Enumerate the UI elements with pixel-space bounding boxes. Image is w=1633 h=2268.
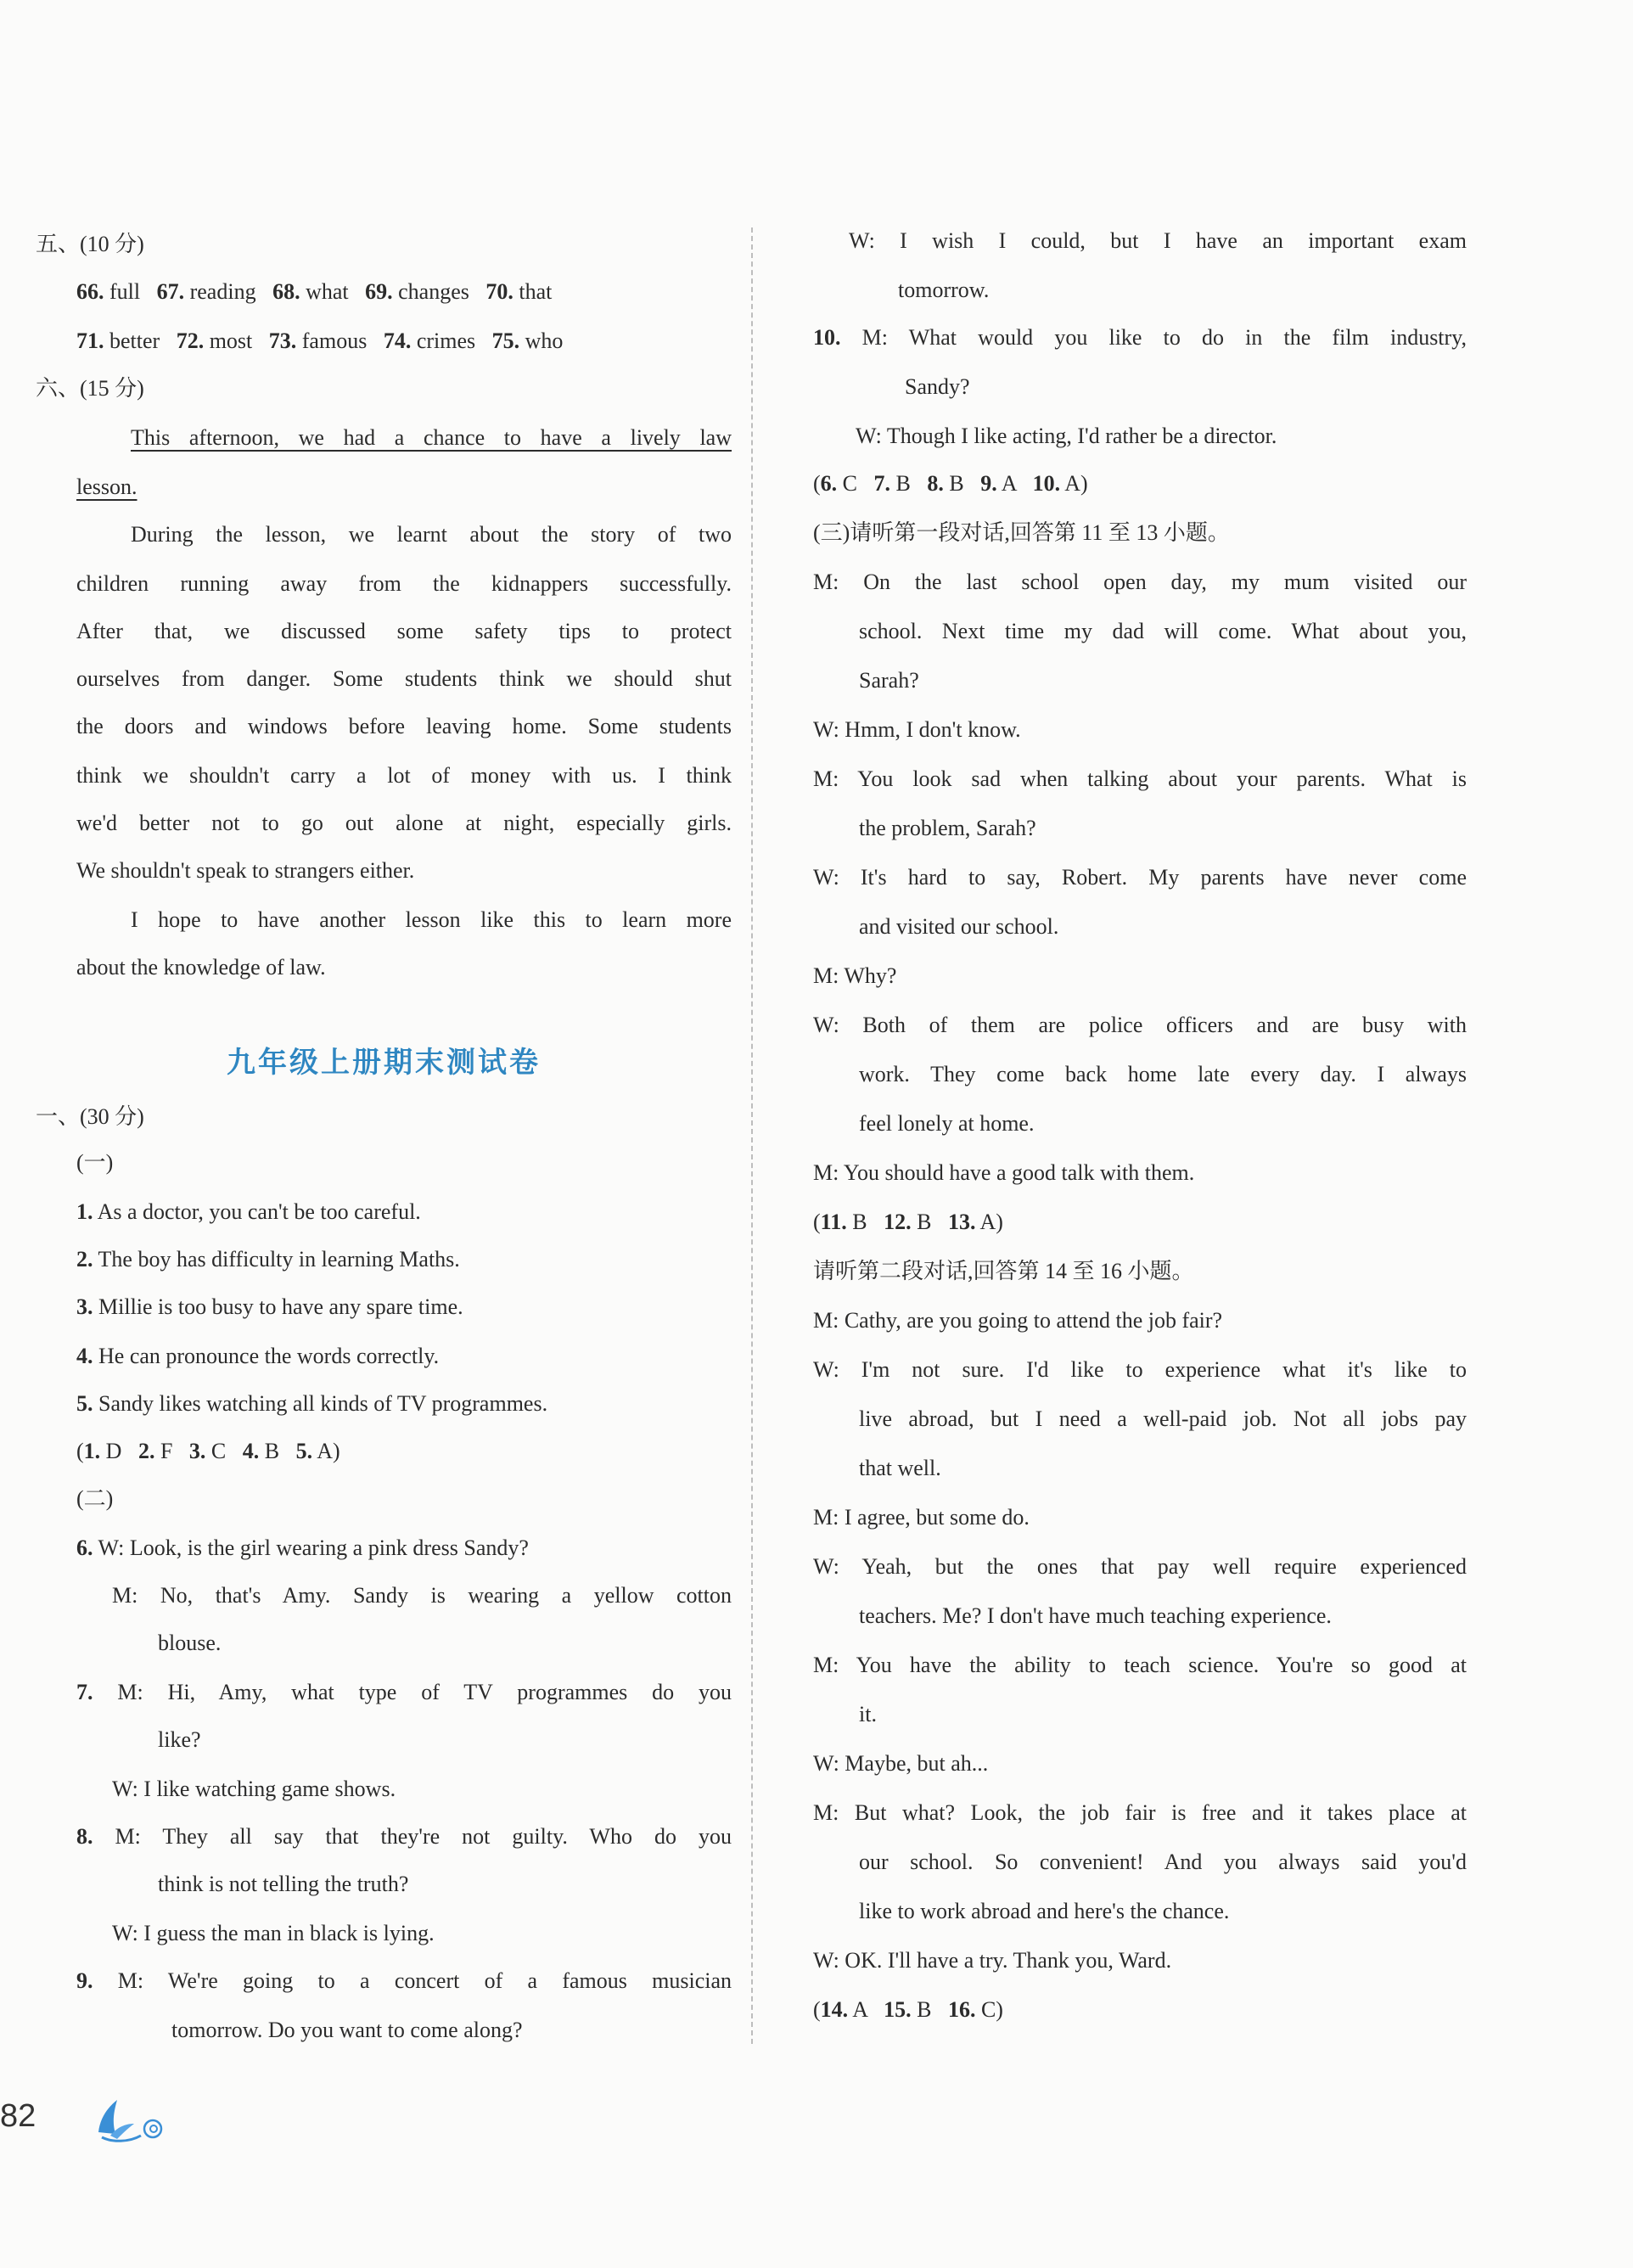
dialogue-line: and visited our school. <box>859 914 1059 939</box>
dialogue-line: W: Hmm, I don't know. <box>813 717 1021 742</box>
section-6-heading: 六、(15 分) <box>36 376 144 401</box>
dialogue-line: Sarah? <box>859 668 919 693</box>
section-5-heading: 五、(10 分) <box>36 232 144 256</box>
essay-line: I hope to have another lesson like this to learn more <box>131 907 732 932</box>
dialogue-line: feel lonely at home. <box>859 1111 1035 1136</box>
dialogue-line: 7. M: Hi, Amy, what type of TV programmes do you <box>76 1680 732 1704</box>
essay-line: We shouldn't speak to strangers either. <box>76 858 415 883</box>
answer-number: 67. <box>156 279 185 304</box>
list-item: 2. The boy has difficulty in learning Maths. <box>76 1247 460 1272</box>
essay-line: about the knowledge of law. <box>76 955 326 980</box>
dialogue-line: 9. M: We're going to a concert of a famous musician <box>76 1968 732 1993</box>
answer-number: 73. <box>268 328 297 353</box>
dialogue-line: work. They come back home late every day. I always <box>859 1062 1467 1086</box>
dialog-2-heading: 请听第二段对话,回答第 14 至 16 小题。 <box>813 1259 1194 1283</box>
dialogue-line: that well. <box>859 1456 941 1480</box>
dialogue-line: M: You look sad when talking about your parents. What is <box>813 766 1467 791</box>
answer-number: 71. <box>76 328 104 353</box>
dialogue-line: school. Next time my dad will come. What about you, <box>859 619 1467 643</box>
part-3-answer-key: (11. B 12. B 13. A) <box>813 1210 1003 1234</box>
list-item: 5. Sandy likes watching all kinds of TV programmes. <box>76 1391 548 1416</box>
dialogue-line: W: I'm not sure. I'd like to experience what it's like to <box>813 1357 1467 1382</box>
dialogue-line: 6. W: Look, is the girl wearing a pink dress Sandy? <box>76 1535 529 1560</box>
list-item: 1. As a doctor, you can't be too careful. <box>76 1199 421 1224</box>
answer-text: most <box>209 328 253 353</box>
dialogue-line: teachers. Me? I don't have much teaching experience. <box>859 1603 1332 1628</box>
answer-number: 68. <box>272 279 300 304</box>
list-item: 3. Millie is too busy to have any spare time. <box>76 1294 463 1319</box>
answer-text: full <box>109 279 141 304</box>
section-1-heading: 一、(30 分) <box>36 1104 144 1129</box>
part-2-answer-key: (6. C 7. B 8. B 9. A 10. A) <box>813 471 1088 496</box>
page-number: 82 <box>0 2098 36 2134</box>
dialogue-line: 8. M: They all say that they're not guilty. Who do you <box>76 1824 732 1849</box>
answer-text: what <box>306 279 349 304</box>
dialogue-line: our school. So convenient! And you always said you'd <box>859 1850 1467 1874</box>
list-item: 4. He can pronounce the words correctly. <box>76 1344 440 1368</box>
essay-line: children running away from the kidnappers successfully. <box>76 571 732 596</box>
answer-text: famous <box>301 328 368 353</box>
dialogue-line: W: OK. I'll have a try. Thank you, Ward. <box>813 1948 1172 1973</box>
essay-line: we'd better not to go out alone at night, especially girls. <box>76 811 732 835</box>
answer-number: 70. <box>485 279 513 304</box>
answer-text: crimes <box>416 328 476 353</box>
answer-text: who <box>525 328 564 353</box>
answer-text: reading <box>189 279 256 304</box>
dialogue-line: tomorrow. Do you want to come along? <box>171 2018 523 2042</box>
answer-text: better <box>109 328 160 353</box>
dialogue-line: W: Yeah, but the ones that pay well require experienced <box>813 1554 1467 1579</box>
essay-line: lesson. <box>76 474 137 499</box>
dialogue-line: blouse. <box>158 1631 222 1655</box>
dialogue-line: W: Maybe, but ah... <box>813 1751 989 1776</box>
leaf-swirl-icon <box>92 2093 168 2144</box>
dialog-2-answer-key: (14. A 15. B 16. C) <box>813 1997 1003 2022</box>
answer-number: 74. <box>383 328 412 353</box>
dialogue-line: M: No, that's Amy. Sandy is wearing a yellow cotton <box>112 1583 732 1608</box>
part-3-heading: (三)请听第一段对话,回答第 11 至 13 小题。 <box>813 520 1230 545</box>
dialogue-line: the problem, Sarah? <box>859 816 1036 840</box>
dialogue-line: M: Why? <box>813 963 897 988</box>
dialogue-line: W: Both of them are police officers and are busy with <box>813 1013 1467 1037</box>
essay-line: This afternoon, we had a chance to have a lively law <box>131 425 732 450</box>
dialogue-line: W: I like watching game shows. <box>112 1777 396 1801</box>
dialogue-line: think is not telling the truth? <box>158 1872 409 1896</box>
part-1-answer-key: (1. D 2. F 3. C 4. B 5. A) <box>76 1439 340 1463</box>
essay-line: After that, we discussed some safety tips to protect <box>76 619 732 643</box>
dialogue-line: W: I guess the man in black is lying. <box>112 1921 435 1945</box>
essay-line: During the lesson, we learnt about the story of two <box>131 522 732 547</box>
dialogue-line: M: You should have a good talk with them. <box>813 1160 1195 1185</box>
dialogue-line: M: But what? Look, the job fair is free and it takes place at <box>813 1800 1467 1825</box>
dialogue-line: M: I agree, but some do. <box>813 1505 1030 1530</box>
dialogue-line: W: It's hard to say, Robert. My parents have never come <box>813 865 1467 890</box>
essay-line: think we shouldn't carry a lot of money with us. I think <box>76 763 732 788</box>
answer-number: 72. <box>176 328 205 353</box>
section-5-answers-line-1 <box>76 278 552 306</box>
part-1-label: (一) <box>76 1150 114 1175</box>
column-divider <box>751 227 753 2044</box>
dialogue-line: it. <box>859 1702 877 1726</box>
dialogue-line: like? <box>158 1727 201 1752</box>
exam-title: 九年级上册期末测试卷 <box>227 1047 541 1079</box>
dialogue-line: M: You have the ability to teach science. You're so good at <box>813 1653 1467 1677</box>
dialogue-line: 10. M: What would you like to do in the film industry, <box>813 325 1467 350</box>
part-2-label: (二) <box>76 1486 114 1511</box>
dialogue-line: M: Cathy, are you going to attend the job fair? <box>813 1308 1223 1333</box>
dialogue-line: tomorrow. <box>898 278 990 302</box>
dialogue-line: like to work abroad and here's the chance. <box>859 1899 1230 1923</box>
essay-line: ourselves from danger. Some students think we should shut <box>76 666 732 691</box>
dialogue-line: Sandy? <box>905 374 970 399</box>
dialogue-line: M: On the last school open day, my mum visited our <box>813 570 1467 594</box>
answer-number: 66. <box>76 279 104 304</box>
answer-number: 75. <box>491 328 520 353</box>
section-5-answers-line-2 <box>76 328 563 355</box>
dialogue-line: W: I wish I could, but I have an important exam <box>849 228 1467 253</box>
answer-text: changes <box>398 279 469 304</box>
essay-line: the doors and windows before leaving home. Some students <box>76 714 732 738</box>
answer-number: 69. <box>365 279 393 304</box>
dialogue-line: live abroad, but I need a well-paid job. Not all jobs pay <box>859 1406 1467 1431</box>
dialogue-line: W: Though I like acting, I'd rather be a director. <box>856 424 1277 448</box>
answer-text: that <box>519 279 553 304</box>
